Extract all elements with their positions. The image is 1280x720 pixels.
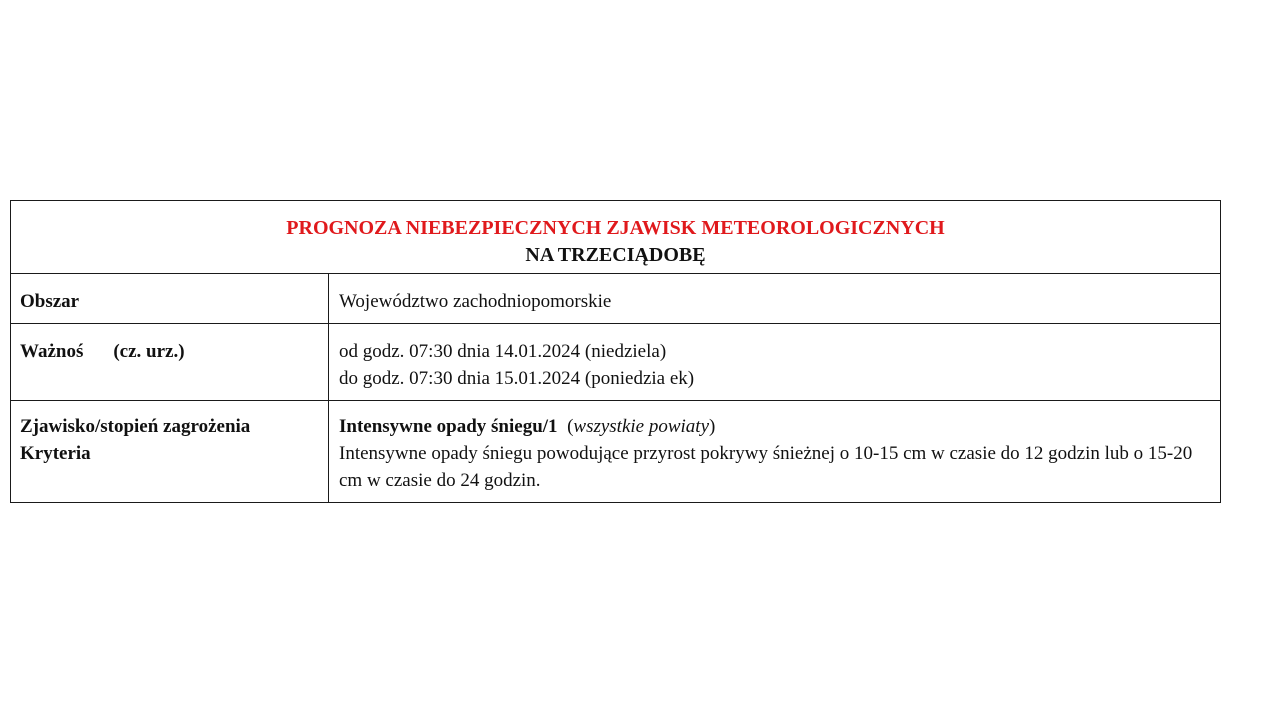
validity-row	[11, 324, 1221, 401]
forecast-table	[10, 200, 1221, 503]
phenomenon-name-line: Intensywne opady śniegu/1 (wszystkie powiaty)	[339, 416, 716, 437]
forecast-subtitle: NA TRZECIĄDOBĘ	[525, 244, 706, 266]
phenomenon-row	[11, 401, 1221, 503]
validity-value-cell	[329, 324, 1221, 401]
phenomenon-scope: wszystkie powiaty	[573, 416, 710, 437]
header-row	[11, 201, 1221, 274]
validity-to: do godz. 07:30 dnia 15.01.2024 (poniedzia ek)	[339, 368, 695, 389]
area-label: Obszar	[11, 274, 329, 324]
phenomenon-name: Intensywne opady śniegu/1	[339, 416, 558, 437]
phenomenon-value-cell	[329, 401, 1221, 503]
phenomenon-label: Zjawisko/stopień zagrożenia	[20, 416, 251, 437]
validity-label-suffix: (cz. urz.)	[113, 341, 185, 362]
forecast-title: PROGNOZA NIEBEZPIECZNYCH ZJAWISK METEOROLOGICZNYCH	[286, 217, 945, 239]
validity-label-cell	[11, 324, 329, 401]
validity-from: od godz. 07:30 dnia 14.01.2024 (niedziela)	[339, 341, 667, 362]
header-cell	[11, 201, 1221, 274]
criteria-label: Kryteria	[20, 443, 91, 464]
area-row	[11, 274, 1221, 324]
phenomenon-criteria: Intensywne opady śniegu powodujące przyrost pokrywy śnieżnej o 10-15 cm w czasie do 12 godzin lub o 15-20 cm w czasie do 24 godzin.	[339, 443, 1193, 491]
validity-label: Ważnoś	[20, 341, 84, 362]
area-value: Województwo zachodniopomorskie	[329, 274, 1221, 324]
phenomenon-label-cell	[11, 401, 329, 503]
